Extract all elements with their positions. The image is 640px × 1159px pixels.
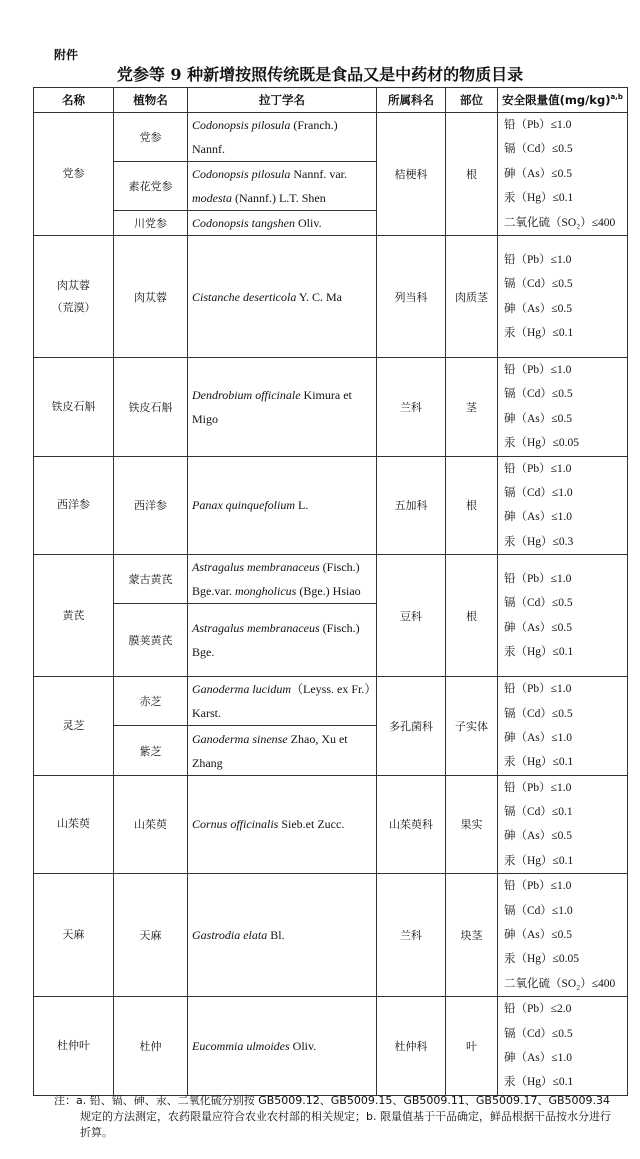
limit-item: 镉（Cd）≤0.5	[504, 278, 573, 291]
table-body	[34, 113, 628, 1096]
limit-item: 砷（As）≤0.5	[504, 830, 572, 843]
latin-italic-segment: Astragalus membranaceus	[192, 560, 320, 575]
attachment-label: 附件	[54, 48, 79, 62]
latin-name	[188, 236, 377, 358]
table-row	[34, 456, 628, 555]
safety-limits	[498, 874, 628, 997]
family-name: 兰科	[377, 874, 446, 997]
substance-name: 山茱萸	[34, 775, 114, 874]
plant-name: 党参	[114, 113, 188, 162]
limit-item: 汞（Hg）≤0.1	[504, 1076, 574, 1089]
limit-item: 砷（As）≤0.5	[504, 412, 572, 425]
latin-name	[188, 113, 377, 162]
latin-italic-segment: Codonopsis pilosula	[192, 118, 291, 132]
substance-name: 西洋参	[34, 456, 114, 555]
limit-item: 铅（Pb）≤1.0	[504, 781, 572, 794]
limit-item: 镉（Cd）≤1.0	[504, 486, 573, 499]
plant-name: 川党参	[114, 211, 188, 236]
latin-italic-segment: Eucommia ulmoides	[192, 1038, 290, 1053]
plant-name: 天麻	[114, 874, 188, 997]
latin-italic-segment: Astragalus membranaceus	[192, 621, 320, 636]
plant-name: 杜仲	[114, 997, 188, 1096]
header-family: 所属科名	[377, 88, 446, 113]
latin-name	[188, 775, 377, 874]
plant-name: 膜荚黄芪	[114, 604, 188, 677]
latin-italic-segment: Codonopsis pilosula	[192, 167, 291, 181]
latin-segment: (Fisch.) Bge.var.	[192, 560, 360, 599]
latin-segment: Oliv.	[289, 1038, 317, 1053]
limit-item: 二氧化硫（SO₂）≤400	[504, 216, 616, 229]
limit-item: 二氧化硫（SO₂）≤400	[504, 977, 616, 990]
limit-item: 砷（As）≤1.0	[504, 511, 572, 524]
table-row	[34, 677, 628, 726]
limit-item: 铅（Pb）≤1.0	[504, 683, 572, 696]
document-title: 党参等 9 种新增按照传统既是食品又是中药材的物质目录	[116, 65, 524, 84]
footnote-line-1: 注：a. 铅、镉、砷、汞、二氧化硫分别按 GB5009.12、GB5009.15、GB5009.11、GB5009.17、GB5009.34	[54, 1094, 611, 1107]
substance-name: 铁皮石斛	[34, 358, 114, 457]
latin-italic-segment: modesta	[192, 191, 232, 205]
substance-name: 黄芪	[34, 555, 114, 677]
safety-limits	[498, 113, 628, 236]
substance-name: 党参	[34, 113, 114, 236]
latin-segment: Zhao, Xu et Zhang	[192, 731, 348, 770]
limit-item: 铅（Pb）≤2.0	[504, 1003, 572, 1016]
safety-limits	[498, 997, 628, 1096]
latin-name	[188, 555, 377, 604]
table-row	[34, 358, 628, 457]
plant-part: 根	[446, 113, 498, 236]
limit-item: 镉（Cd）≤0.5	[504, 1027, 573, 1040]
limit-item: 铅（Pb）≤1.0	[504, 462, 572, 475]
latin-italic-segment: Cistanche deserticola	[192, 289, 297, 304]
latin-italic-segment: Ganoderma lucidum	[192, 682, 291, 697]
limit-item: 铅（Pb）≤1.0	[504, 119, 572, 132]
header-limit	[498, 88, 628, 113]
plant-name: 肉苁蓉	[114, 236, 188, 358]
latin-italic-segment: Dendrobium officinale	[192, 387, 301, 402]
latin-italic-segment: Ganoderma sinense	[192, 731, 288, 746]
family-name: 山茱萸科	[377, 775, 446, 874]
safety-limits	[498, 358, 628, 457]
limit-item: 汞（Hg）≤0.05	[504, 953, 579, 966]
limit-item: 汞（Hg）≤0.1	[504, 854, 574, 867]
table-row	[34, 997, 628, 1096]
latin-name	[188, 358, 377, 457]
limit-item: 铅（Pb）≤1.0	[504, 572, 572, 585]
plant-part: 茎	[446, 358, 498, 457]
substance-name: 杜仲叶	[34, 997, 114, 1096]
limit-item: 砷（As）≤1.0	[504, 731, 572, 744]
latin-segment: （Leyss. ex Fr.）Karst.	[192, 682, 371, 721]
family-name: 多孔菌科	[377, 677, 446, 776]
header-limit-label: 安全限量值(mg/kg)	[502, 93, 611, 107]
plant-name: 西洋参	[114, 456, 188, 555]
substance-name: 天麻	[34, 874, 114, 997]
table-row	[34, 236, 628, 358]
limit-item: 砷（As）≤1.0	[504, 1051, 572, 1064]
plant-part: 肉质茎	[446, 236, 498, 358]
limit-item: 汞（Hg）≤0.1	[504, 192, 574, 205]
latin-italic-segment: Gastrodia elata	[192, 928, 268, 943]
latin-name	[188, 162, 377, 211]
limit-item: 镉（Cd）≤0.5	[504, 388, 573, 401]
latin-name	[188, 726, 377, 775]
table-row	[34, 874, 628, 997]
latin-name	[188, 677, 377, 726]
limit-item: 汞（Hg）≤0.3	[504, 535, 574, 548]
latin-name	[188, 874, 377, 997]
latin-segment: (Franch.) Nannf.	[192, 118, 338, 156]
header-name: 名称	[34, 88, 114, 113]
family-name: 杜仲科	[377, 997, 446, 1096]
latin-segment: Y. C. Ma	[296, 289, 343, 304]
safety-limits	[498, 555, 628, 677]
latin-italic-segment: mongholicus	[235, 584, 297, 599]
latin-segment: (Bge.) Hsiao	[296, 584, 361, 599]
safety-limits	[498, 775, 628, 874]
safety-limits	[498, 677, 628, 776]
limit-item: 镉（Cd）≤0.5	[504, 597, 573, 610]
substance-table	[33, 87, 628, 1096]
latin-italic-segment: Cornus officinalis	[192, 817, 279, 832]
plant-name: 铁皮石斛	[114, 358, 188, 457]
latin-segment: Sieb.et Zucc.	[278, 817, 345, 832]
latin-segment: Bl.	[267, 928, 285, 943]
table-header-row	[34, 88, 628, 113]
plant-name: 紫芝	[114, 726, 188, 775]
latin-name	[188, 604, 377, 677]
safety-limits	[498, 456, 628, 555]
safety-limits	[498, 236, 628, 358]
latin-segment: L.	[294, 498, 309, 513]
latin-name	[188, 997, 377, 1096]
plant-part: 根	[446, 456, 498, 555]
latin-segment: (Fisch.) Bge.	[192, 621, 360, 660]
latin-segment: Kimura et Migo	[192, 387, 352, 426]
limit-item: 砷（As）≤0.5	[504, 929, 572, 942]
latin-segment: Oliv.	[295, 216, 322, 230]
plant-part: 子实体	[446, 677, 498, 776]
table-row	[34, 555, 628, 604]
latin-italic-segment: Panax quinquefolium	[192, 498, 295, 513]
latin-name	[188, 456, 377, 555]
limit-item: 砷（As）≤0.5	[504, 621, 572, 634]
header-limit-sup: a,b	[610, 93, 623, 102]
limit-item: 镉（Cd）≤0.1	[504, 806, 573, 819]
plant-name: 蒙古黄芪	[114, 555, 188, 604]
header-latin: 拉丁学名	[188, 88, 377, 113]
plant-part: 根	[446, 555, 498, 677]
footnote	[54, 1093, 614, 1141]
limit-item: 铅（Pb）≤1.0	[504, 253, 572, 266]
header-part: 部位	[446, 88, 498, 113]
family-name: 五加科	[377, 456, 446, 555]
limit-item: 铅（Pb）≤1.0	[504, 364, 572, 376]
table-row	[34, 775, 628, 874]
substance-name: 肉苁蓉 （荒漠）	[34, 236, 114, 358]
limit-item: 汞（Hg）≤0.1	[504, 326, 574, 339]
limit-item: 镉（Cd）≤1.0	[504, 904, 573, 917]
limit-item: 砷（As）≤0.5	[504, 167, 572, 180]
limit-item: 铅（Pb）≤1.0	[504, 880, 572, 893]
latin-segment: Nannf. var.	[290, 167, 348, 181]
latin-segment: (Nannf.) L.T. Shen	[232, 191, 326, 205]
plant-name: 素花党参	[114, 162, 188, 211]
plant-part: 块茎	[446, 874, 498, 997]
limit-item: 汞（Hg）≤0.1	[504, 646, 574, 659]
limit-item: 汞（Hg）≤0.1	[504, 756, 574, 769]
header-plant-name: 植物名	[114, 88, 188, 113]
footnote-line-2: 规定的方法测定，农药限量应符合农业农村部的相关规定；b. 限量值基于干品确定，鲜品根据干品按水分进行折算。	[80, 1110, 611, 1139]
family-name: 兰科	[377, 358, 446, 457]
table-row	[34, 113, 628, 162]
family-name: 桔梗科	[377, 113, 446, 236]
plant-part: 果实	[446, 775, 498, 874]
limit-item: 砷（As）≤0.5	[504, 302, 572, 315]
plant-name: 赤芝	[114, 677, 188, 726]
plant-part: 叶	[446, 997, 498, 1096]
latin-italic-segment: Codonopsis tangshen	[192, 216, 296, 230]
limit-item: 汞（Hg）≤0.05	[504, 437, 579, 450]
family-name: 豆科	[377, 555, 446, 677]
substance-name: 灵芝	[34, 677, 114, 776]
plant-name: 山茱萸	[114, 775, 188, 874]
family-name: 列当科	[377, 236, 446, 358]
latin-name	[188, 211, 377, 236]
limit-item: 镉（Cd）≤0.5	[504, 143, 573, 156]
limit-item: 镉（Cd）≤0.5	[504, 707, 573, 720]
